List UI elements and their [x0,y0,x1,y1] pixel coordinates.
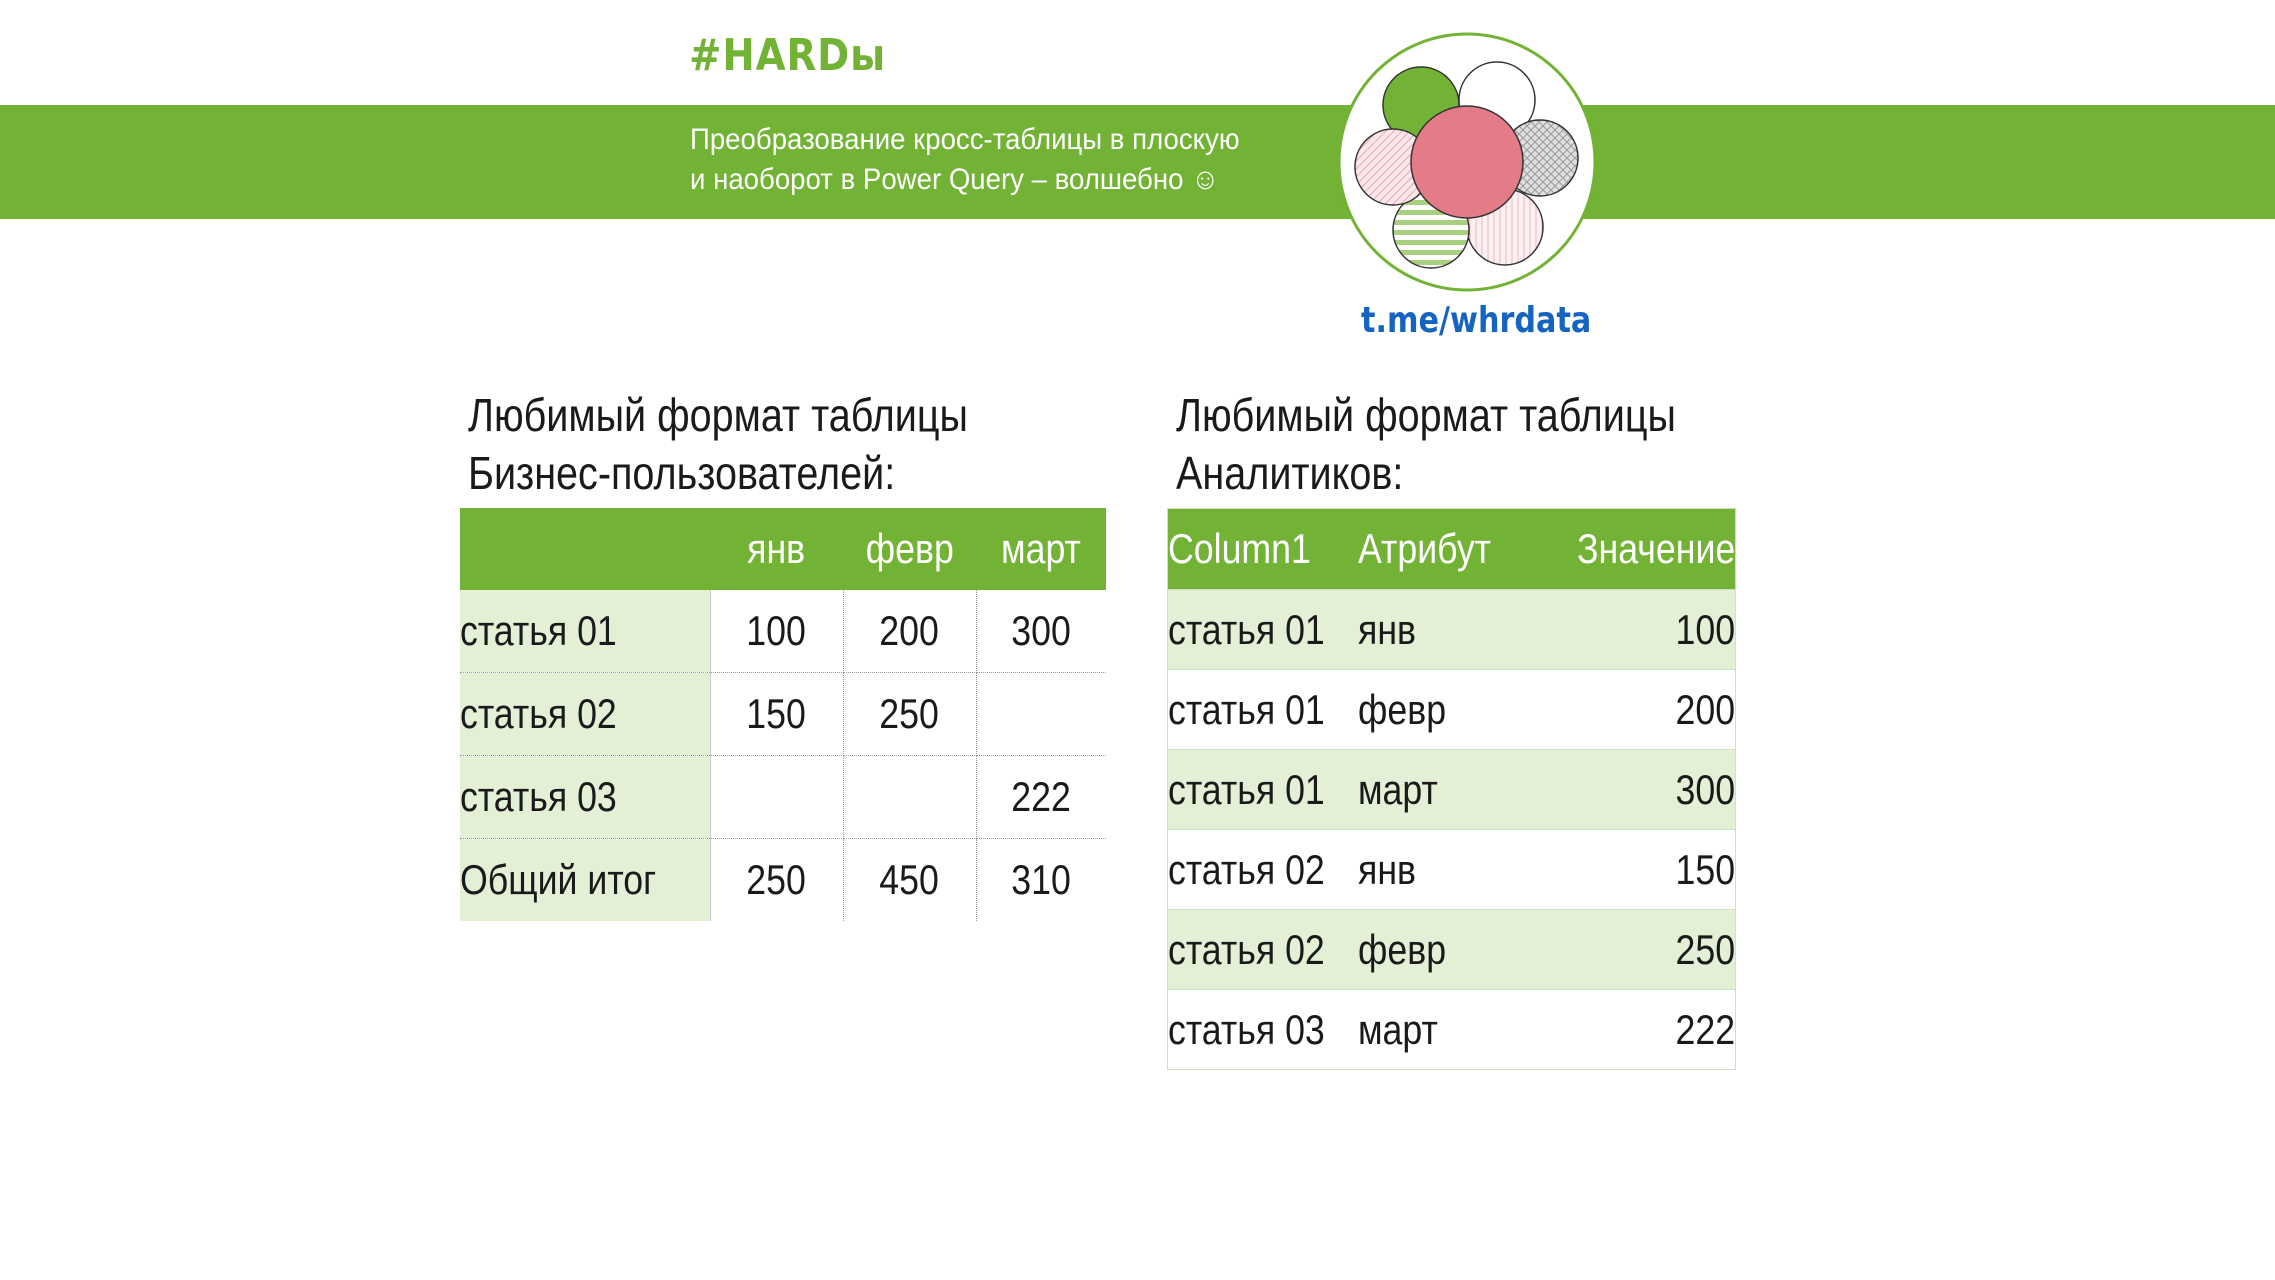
flat-row [1168,670,1736,750]
flower-logo-icon [1335,30,1600,295]
pivot-total-row [460,839,1106,922]
flat-header-cell: Значение [1544,509,1736,590]
flat-row [1168,750,1736,830]
flat-row [1168,590,1736,670]
flat-header-cell: Column1 [1168,509,1358,590]
pivot-row-label: статья 02 [460,673,710,756]
flat-table [1167,508,1736,1070]
pivot-row [460,673,1106,756]
left-heading [468,386,968,502]
telegram-link[interactable]: t.me/whrdata [1361,300,1592,341]
flat-cell: февр [1358,910,1544,990]
pivot-cell: 200 [843,590,976,673]
pivot-row [460,590,1106,673]
pivot-total-label: Общий итог [460,839,710,922]
pivot-cell: 150 [710,673,843,756]
flat-row [1168,990,1736,1070]
flat-row [1168,910,1736,990]
flat-cell: 100 [1544,590,1736,670]
subtitle-line-1: Преобразование кросс-таблицы в плоскую [690,123,1240,156]
left-heading-line-1: Любимый формат таблицы [468,389,968,441]
flat-cell: 200 [1544,670,1736,750]
flat-cell: март [1358,990,1544,1070]
flat-header-row [1168,509,1736,590]
flat-cell: статья 02 [1168,910,1358,990]
pivot-cell [976,673,1106,756]
pivot-cell [843,756,976,839]
flat-cell: 300 [1544,750,1736,830]
pivot-cell: 100 [710,590,843,673]
pivot-row-label: статья 03 [460,756,710,839]
pivot-header-cell: март [976,508,1106,590]
flat-cell: статья 01 [1168,590,1358,670]
flat-cell: февр [1358,670,1544,750]
right-heading-line-1: Любимый формат таблицы [1176,389,1676,441]
flat-cell: статья 02 [1168,830,1358,910]
flat-cell: статья 03 [1168,990,1358,1070]
pivot-total-cell: 310 [1011,856,1072,903]
flat-cell: статья 01 [1168,750,1358,830]
pivot-header-cell [460,508,710,590]
pivot-row [460,756,1106,839]
pivot-header-cell: февр [843,508,976,590]
left-heading-line-2: Бизнес-пользователей: [468,447,896,499]
pivot-cell: 250 [843,673,976,756]
flat-header-cell: Атрибут [1358,509,1544,590]
flat-cell: янв [1358,830,1544,910]
right-heading-line-2: Аналитиков: [1176,447,1404,499]
pivot-total-cell: 450 [843,839,976,922]
flat-cell: 222 [1544,990,1736,1070]
pivot-header-cell: янв [710,508,843,590]
flat-cell: статья 01 [1168,670,1358,750]
pivot-header-row [460,508,1106,590]
flat-cell: 250 [1544,910,1736,990]
pivot-total-cell: 250 [710,839,843,922]
slide-subtitle [690,120,1240,200]
pivot-table [460,508,1106,921]
pivot-cell: 222 [976,756,1106,839]
subtitle-line-2: и наоборот в Power Query – волшебно ☺ [690,163,1220,196]
pivot-row-label: статья 01 [460,590,710,673]
flat-cell: янв [1358,590,1544,670]
pivot-cell: 300 [976,590,1106,673]
flat-cell: 150 [1544,830,1736,910]
flat-cell: март [1358,750,1544,830]
pivot-cell [710,756,843,839]
right-heading [1176,386,1676,502]
hashtag-title: #HARDы [689,30,887,81]
flat-row [1168,830,1736,910]
